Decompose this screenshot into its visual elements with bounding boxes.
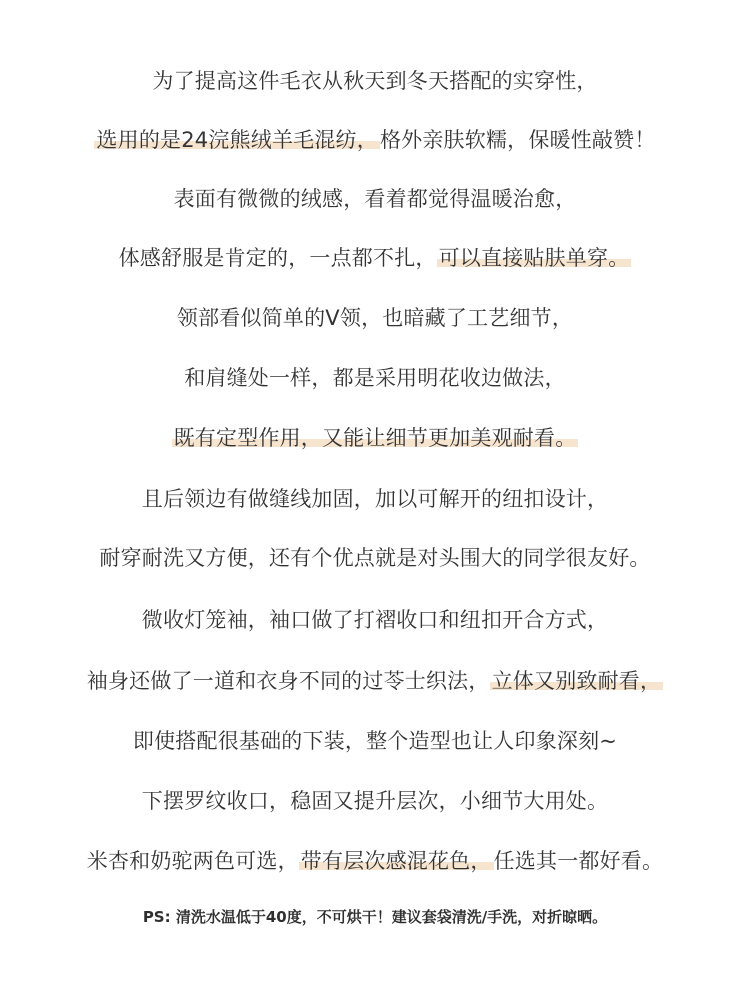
line-text: 袖身还做了一道和衣身不同的过苓士织法， xyxy=(86,669,490,693)
description-line-9 xyxy=(0,543,750,573)
description-line-10 xyxy=(0,605,750,635)
highlighted-text: 立体又别致耐看， xyxy=(491,669,662,693)
line-text: 为了提高这件毛衣从秋天到冬天搭配的实穿性， xyxy=(152,69,598,93)
description-line-11 xyxy=(0,666,750,696)
description-line-7 xyxy=(0,423,750,453)
description-line-1 xyxy=(0,66,750,96)
line-text: 任选其一都好看。 xyxy=(493,849,664,873)
highlighted-text: 选用的是24浣熊绒羊毛混纺， xyxy=(96,128,378,152)
description-line-14 xyxy=(0,846,750,876)
line-text: 体感舒服是肯定的，一点都不扎， xyxy=(118,246,437,270)
care-instruction-note: PS: 清洗水温低于40度，不可烘干！建议套袋清洗/手洗，对折晾晒。 xyxy=(142,908,608,926)
line-text: 微收灯笼袖，袖口做了打褶收口和纽扣开合方式， xyxy=(141,608,609,632)
highlighted-text: 可以直接贴肤单穿。 xyxy=(438,246,630,270)
description-line-5 xyxy=(0,303,750,333)
highlighted-text: 既有定型作用，又能让细节更加美观耐看。 xyxy=(173,426,577,450)
line-text: 表面有微微的绒感，看着都觉得温暖治愈， xyxy=(173,187,577,211)
line-text: 耐穿耐洗又方便，还有个优点就是对头围大的同学很友好。 xyxy=(99,546,651,570)
description-line-13 xyxy=(0,786,750,816)
description-line-6 xyxy=(0,363,750,393)
description-line-4 xyxy=(0,243,750,273)
highlighted-text: 带有层次感混花色， xyxy=(300,849,492,873)
description-line-3 xyxy=(0,184,750,214)
line-text: 下摆罗纹收口，稳固又提升层次，小细节大用处。 xyxy=(141,789,609,813)
line-text: 领部看似简单的V领，也暗藏了工艺细节， xyxy=(176,306,574,330)
description-line-2 xyxy=(0,125,750,155)
description-line-8 xyxy=(0,484,750,514)
line-text: 且后领边有做缝线加固，加以可解开的纽扣设计， xyxy=(141,487,609,511)
line-text: 即使搭配很基础的下装，整个造型也让人印象深刻~ xyxy=(132,729,618,753)
line-text: 米杏和奶驼两色可选， xyxy=(86,849,299,873)
line-text: 和肩缝处一样，都是采用明花收边做法， xyxy=(184,366,566,390)
description-line-12 xyxy=(0,726,750,756)
line-text: 格外亲肤软糯，保暖性敲赞！ xyxy=(379,128,656,152)
